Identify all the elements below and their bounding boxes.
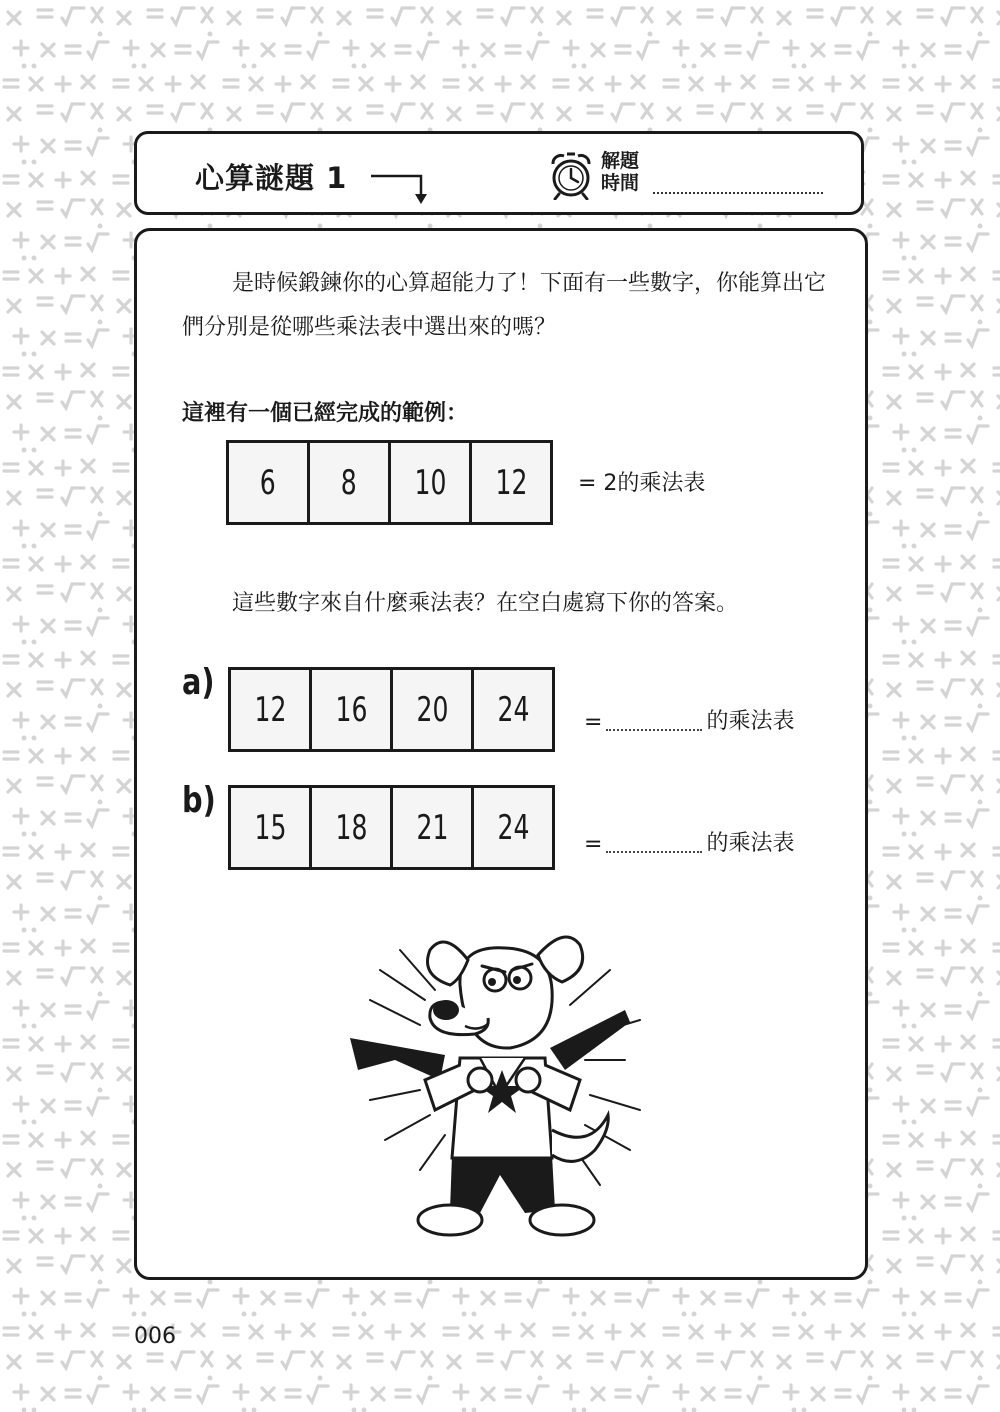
number-cell: 10 — [388, 440, 472, 525]
number-cell: 15 — [228, 785, 312, 870]
question-b-number-row — [228, 785, 555, 870]
number-cell: 24 — [471, 785, 555, 870]
puzzle-header — [134, 131, 864, 215]
number-cell: 21 — [390, 785, 474, 870]
time-answer-line[interactable] — [653, 192, 823, 194]
equals-sign: = — [584, 832, 603, 857]
number-cell: 16 — [309, 667, 393, 752]
number-cell: 12 — [469, 440, 553, 525]
number-cell: 20 — [390, 667, 474, 752]
answer-blank-a[interactable] — [606, 728, 702, 731]
instruction-text: 這些數字來自什麼乘法表？在空白處寫下你的答案。 — [232, 591, 739, 616]
bent-arrow-icon — [369, 158, 429, 208]
example-number-row — [226, 440, 553, 525]
number-cell: 6 — [226, 440, 310, 525]
number-cell: 24 — [471, 667, 555, 752]
superhero-dog-illustration — [340, 930, 670, 1250]
time-label-line2: 時間 — [601, 172, 640, 194]
answer-blank-b[interactable] — [606, 850, 702, 853]
number-cell: 12 — [228, 667, 312, 752]
time-label-line1: 解題 — [601, 150, 640, 172]
intro-paragraph: 是時候鍛鍊你的心算超能力了！下面有一些數字，你能算出它們分別是從哪些乘法表中選出來的嗎？ — [182, 271, 827, 340]
question-a-number-row — [228, 667, 555, 752]
question-a-answer — [584, 704, 794, 735]
example-label: 這裡有一個已經完成的範例： — [182, 401, 469, 426]
number-cell: 8 — [307, 440, 391, 525]
question-a-label: a) — [182, 662, 215, 703]
number-cell: 18 — [309, 785, 393, 870]
example-result: = 2的乘法表 — [578, 471, 706, 496]
equals-sign: = — [584, 710, 603, 735]
page-number: 006 — [134, 1324, 176, 1349]
alarm-clock-icon — [547, 150, 595, 200]
question-b-answer — [584, 826, 794, 857]
question-b-label: b) — [182, 780, 216, 821]
answer-suffix: 的乘法表 — [706, 831, 795, 856]
answer-suffix: 的乘法表 — [706, 709, 795, 734]
puzzle-title: 心算謎題 1 — [195, 161, 348, 195]
time-label — [601, 150, 639, 194]
